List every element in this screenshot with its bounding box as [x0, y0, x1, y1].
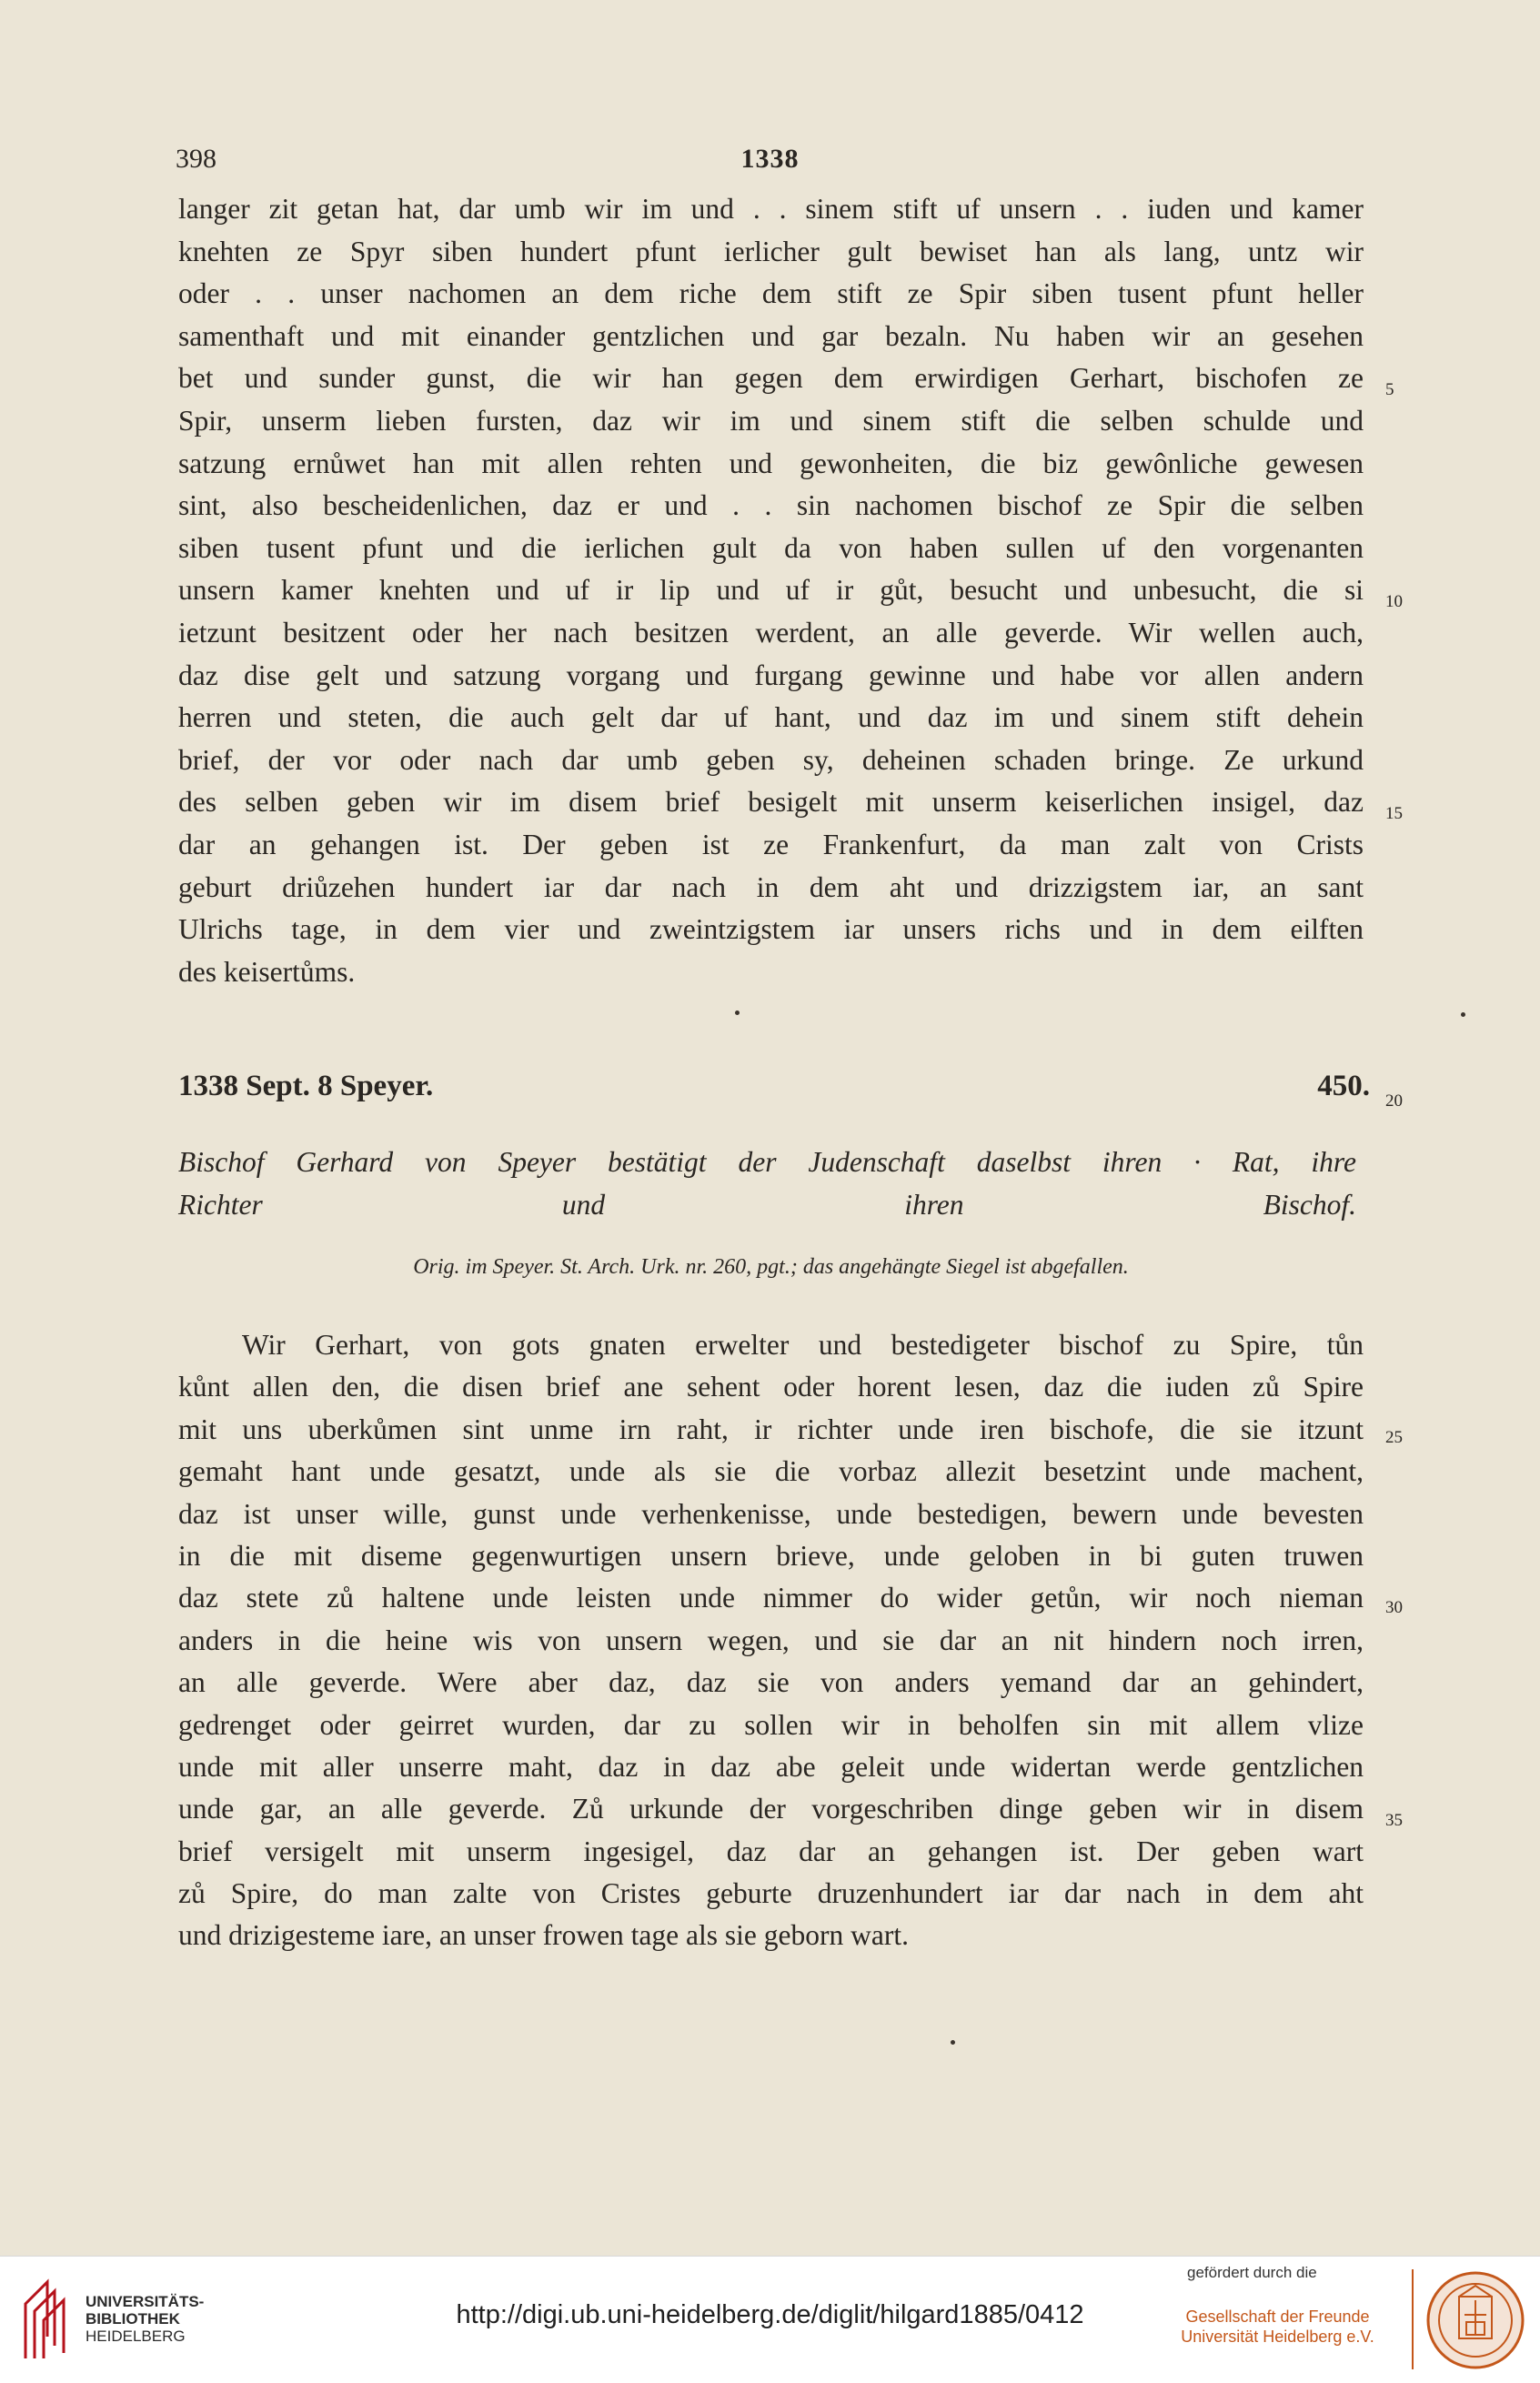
footer-divider [1412, 2269, 1414, 2369]
permalink-url[interactable]: http://digi.ub.uni-heidelberg.de/diglit/hilgard1885/0412 [456, 2300, 1084, 2329]
text-line: gedrenget oder geirret wurden, dar zu sollen wir in beholfen sin mit allem vlize [178, 1708, 1364, 1741]
text-line: des selben geben wir im disem brief besigelt mit unserm keiserlichen insigel, daz [178, 786, 1364, 819]
text-line: daz dise gelt und satzung vorgang und furgang gewinne und habe vor allen andern [178, 659, 1364, 691]
text-line: samenthaft und mit einander gentzlichen und gar bezaln. Nu haben wir an gesehen [178, 319, 1364, 352]
running-head-year: 1338 [740, 144, 800, 174]
line-number-margin: 10 [1385, 592, 1403, 611]
line-number-margin: 5 [1385, 380, 1394, 399]
print-speck [951, 2040, 955, 2045]
document-number: 450. [1317, 1070, 1370, 1102]
print-speck [1461, 1012, 1465, 1017]
page-number: 398 [176, 144, 216, 174]
source-note: Orig. im Speyer. St. Arch. Urk. nr. 260, pgt.; das angehängte Siegel ist abgefallen. [413, 1255, 1129, 1279]
charter-text [178, 1324, 1364, 1957]
text-line: Wir Gerhart, von gots gnaten erwelter und bestedigeter bischof zu Spire, tůn [242, 1329, 1364, 1361]
text-line: unde mit aller unserre maht, daz in daz abe geleit unde widertan werde gentzlichen [178, 1750, 1364, 1783]
line-number-margin: 15 [1385, 804, 1403, 823]
line-number-margin: 20 [1385, 1091, 1403, 1111]
text-line: kůnt allen den, die disen brief ane sehent oder horent lesen, daz die iuden zů Spire [178, 1371, 1364, 1403]
continuation-text [178, 188, 1364, 993]
text-line: herren und steten, die auch gelt dar uf hant, und daz im und sinem stift dehein [178, 701, 1364, 734]
text-line: siben tusent pfunt und die ierlichen gult da von haben sullen uf den vorgenanten [178, 531, 1364, 564]
line-number-margin: 30 [1385, 1598, 1403, 1617]
document-heading [178, 1070, 1370, 1111]
text-line: gemaht hant unde gesatzt, unde als sie die vorbaz allezit besetzint unde machent, [178, 1455, 1364, 1488]
text-line: an alle geverde. Were aber daz, daz sie von anders yemand dar an gehindert, [178, 1666, 1364, 1699]
university-seal-icon [1424, 2269, 1526, 2371]
society-name: Gesellschaft der Freunde Universität Heidelberg e.V. [1181, 2308, 1374, 2346]
text-line: knehten ze Spyr siben hundert pfunt ierlicher gult bewiset han als lang, untz wir [178, 235, 1364, 267]
library-name: UNIVERSITÄTS- BIBLIOTHEK HEIDELBERG [86, 2293, 205, 2345]
line-number-margin: 35 [1385, 1811, 1403, 1830]
document-date-place: 1338 Sept. 8 Speyer. [178, 1070, 434, 1102]
text-line: sint, also bescheidenlichen, daz er und . . sin nachomen bischof ze Spir die selben [178, 489, 1364, 522]
text-line: satzung ernůwet han mit allen rehten und gewonheiten, die biz gewônliche gewesen [178, 447, 1364, 479]
text-line: zů Spire, do man zalte von Cristes geburte druzenhundert iar dar nach in dem aht [178, 1877, 1364, 1910]
text-line: des keisertůms. [178, 955, 356, 988]
text-line: brief, der vor oder nach dar umb geben sy, deheinen schaden bringe. Ze urkund [178, 743, 1364, 776]
line-number-margin: 25 [1385, 1428, 1403, 1447]
text-line: anders in die heine wis von unsern wegen, und sie dar an nit hindern noch irren, [178, 1624, 1364, 1656]
text-line: und drizigesteme iare, an unser frowen tage als sie geborn wart. [178, 1919, 909, 1952]
print-speck [735, 1011, 740, 1015]
text-line: unde gar, an alle geverde. Zů urkunde der vorgeschriben dinge geben wir in disem [178, 1793, 1364, 1825]
text-line: mit uns uberkůmen sint unme irn raht, ir richter unde iren bischofe, die sie itzunt [178, 1413, 1364, 1445]
text-line: oder . . unser nachomen an dem riche dem stift ze Spir siben tusent pfunt heller [178, 277, 1364, 310]
text-line: geburt driůzehen hundert iar dar nach in dem aht und drizzigstem iar, an sant [178, 870, 1364, 903]
text-line: daz ist unser wille, gunst unde verhenkenisse, unde bestedigen, bewern unde bevesten [178, 1497, 1364, 1530]
text-line: ietzunt besitzent oder her nach besitzen werdent, an alle geverde. Wir wellen auch, [178, 616, 1364, 649]
regest [178, 1141, 1356, 1226]
text-line: dar an gehangen ist. Der geben ist ze Frankenfurt, da man zalt von Crists [178, 828, 1364, 860]
text-line: in die mit diseme gegenwurtigen unsern brieve, unde geloben in bi guten truwen [178, 1539, 1364, 1572]
text-line: Spir, unserm lieben fursten, daz wir im und sinem stift die selben schulde und [178, 404, 1364, 437]
text-line: unsern kamer knehten und uf ir lip und uf ir gůt, besucht und unbesucht, die si [178, 574, 1364, 607]
text-line: Ulrichs tage, in dem vier und zweintzigstem iar unsers richs und in dem eilften [178, 913, 1364, 946]
text-line: brief versigelt mit unserm ingesigel, daz dar an gehangen ist. Der geben wart [178, 1835, 1364, 1867]
regest-line: Bischof Gerhard von Speyer bestätigt der Judenschaft daselbst ihren · Rat, ihre [178, 1146, 1356, 1178]
digitization-footer [0, 2256, 1540, 2383]
text-line: daz stete zů haltene unde leisten unde nimmer do wider getůn, wir noch nieman [178, 1582, 1364, 1614]
text-line: bet und sunder gunst, die wir han gegen dem erwirdigen Gerhart, bischofen ze [178, 362, 1364, 395]
regest-line: Richter und ihren Bischof. [178, 1188, 1356, 1221]
funded-by-label: gefördert durch die [1187, 2264, 1317, 2281]
text-line: langer zit getan hat, dar umb wir im und . . sinem stift uf unsern . . iuden und kamer [178, 193, 1364, 225]
